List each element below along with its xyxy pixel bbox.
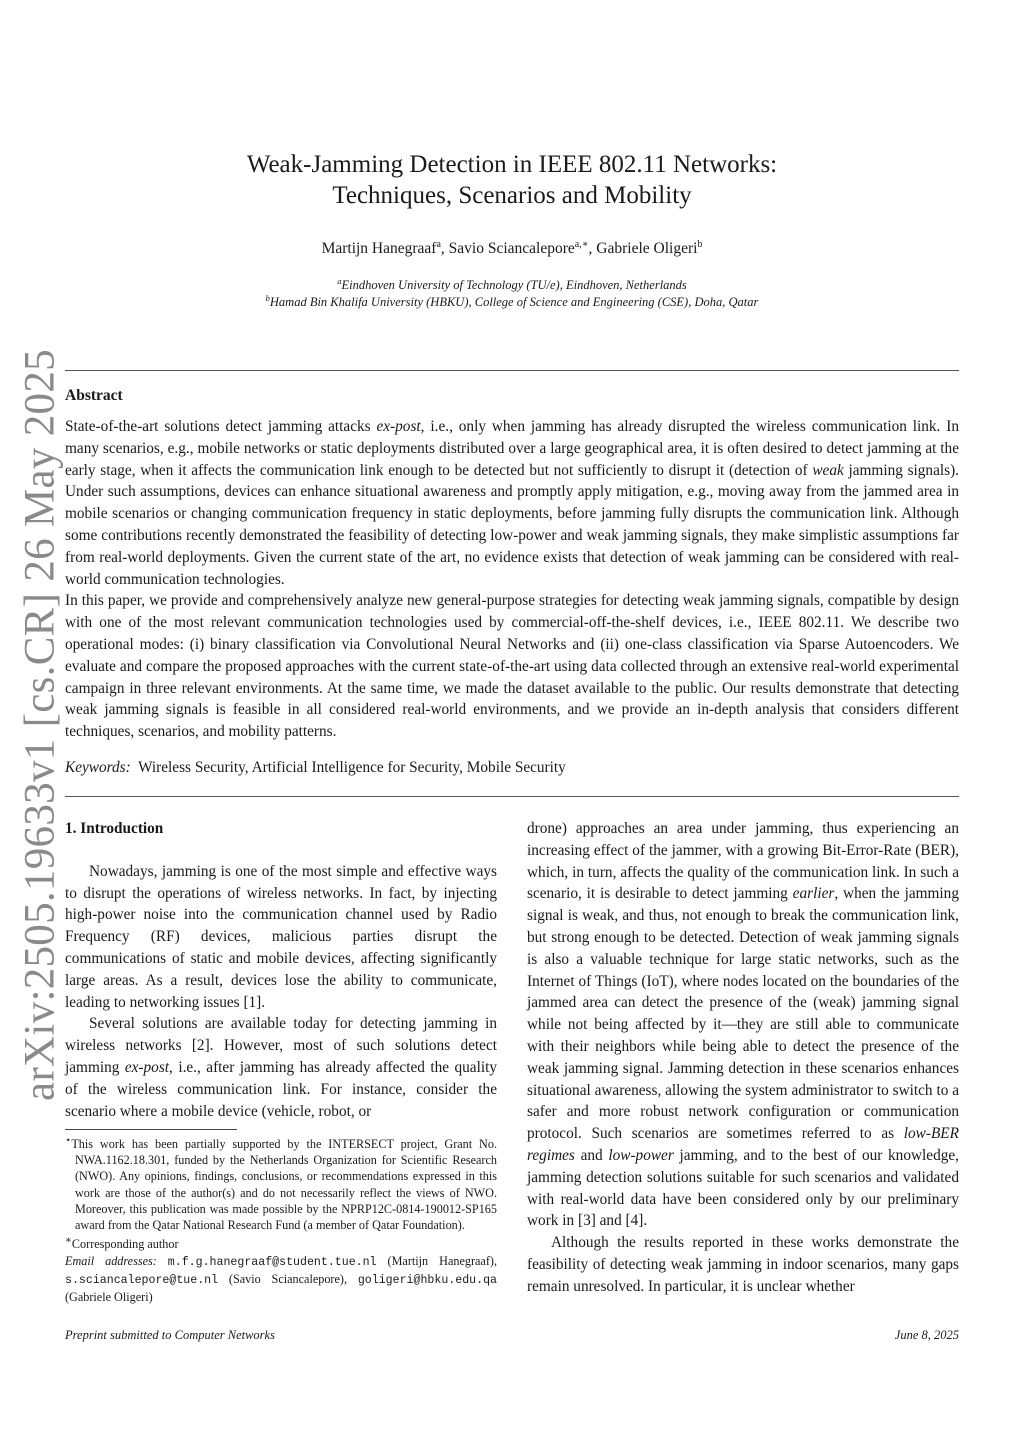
intro-paragraph-2: Several solutions are available today for detecting jamming in wireless networks [2]. However, most of such solutions detect jamming ex-post, i.e., after jamming has already affected the quality of the wireless communication link. For instance, consider the scenario where a mobile device (vehicle, robot, or [65,1015,497,1120]
author-mark: a,∗ [574,239,589,250]
author-name: Gabriele Oligeri [596,240,698,258]
keywords-text: Wireless Security, Artificial Intelligence for Security, Mobile Security [138,759,566,776]
affiliation-text: Eindhoven University of Technology (TU/e), Eindhoven, Netherlands [341,278,687,293]
abstract-body [65,416,959,743]
intro-paragraph-1: Nowadays, jamming is one of the most simple and effective ways to disrupt the operations of wireless networks. In fact, by injecting high-power noise into the communication channel used by Radio Frequency (RF) devices, malicious parties disrupt the communications of static and mobile devices, affecting significantly large areas. As a result, devices lose the ability to communicate, leading to networking issues [1]. [65,862,497,1011]
affiliation-a [0,276,1024,293]
author-mark: b [697,239,703,250]
footnote-rule [65,1129,237,1130]
funding-footnote: ⋆This work has been partially supported by the INTERSECT project, Grant No. NWA.1162.18.301, funded by the Netherlands Organization for Scientific Research (NWO). Any opinions, findings, conclusions, or recommendations expressed in this work are those of the author(s) and do not necessarily reflect the views of NWO. Moreover, this publication was made possible by the NPRP12C-0814-190012-SP165 award from the Qatar National Research Fund (a member of Qatar Foundation). [65,1135,497,1233]
abstract-paragraph-1: State-of-the-art solutions detect jamming attacks ex-post, i.e., only when jamming has already disrupted the wireless communication link. In many scenarios, e.g., mobile networks or static deployments distributed over a large geographical area, it is often desired to detect jamming at the early stage, when it affects the communication link enough to be detected but not sufficiently to disrupt it (detection of weak jamming signals). Under such assumptions, devices can enhance situational awareness and promptly apply mitigation, e.g., moving away from the jammed area in mobile scenarios or changing communication frequency in static deployments, before jamming fully disrupts the communication link. Although some contributions recently demonstrated the feasibility of detecting low-power and weak jamming signals, they make simplistic assumptions far from real-world deployments. Given the current state of the art, no evidence exists that detection of weak jamming can be considered with real-world communication technologies. [65,418,959,588]
intro-paragraph-4: Although the results reported in these works demonstrate the feasibility of detecting weak jamming in indoor scenarios, many gaps remain unresolved. In particular, it is unclear whether [527,1234,959,1295]
page-footer [65,1328,959,1343]
email-link[interactable]: goligeri@hbku.edu.qa [357,1273,497,1287]
affiliation-text: Hamad Bin Khalifa University (HBKU), College of Science and Engineering (CSE), Doha, Qatar [269,295,759,310]
intro-paragraph-3: drone) approaches an area under jamming, thus experiencing an increasing effect of the jammer, with a growing Bit-Error-Rate (BER), which, in turn, affects the quality of the communication link. In such a scenario, it is desirable to detect jamming earlier, when the jamming signal is weak, and thus, not enough to break the communication link, but strong enough to be detected. Detection of weak jamming signals is also a valuable technique for large static networks, such as the Internet of Things (IoT), where nodes located on the boundaries of the jammed area can detect the presence of the (weak) jamming signal while not being affected by it—they are still able to communicate with their neighbors while being able to detect the presence of the weak jamming signal. Jamming detection in these scenarios enhances situational awareness, allowing the system administrator to switch to a safer and more robust network configuration or communication protocol. Such scenarios are sometimes referred to as low-BER regimes and low-power jamming, and to the best of our knowledge, jamming detection solutions suitable for such scenarios and validated with real-world data have been considered only by our preliminary work in [3] and [4]. [527,820,959,1230]
footnotes [65,1133,497,1305]
email-link[interactable]: s.sciancalepore@tue.nl [65,1273,219,1287]
author-name: Martijn Hanegraaf [321,240,437,258]
column-right [527,818,959,1298]
footer-date: June 8, 2025 [894,1328,959,1342]
author-list: Martijn Hanegraaf$^a$, Savio Sciancalepore$^{a,∗}$, Gabriele Oligeri$^b$ [321,239,703,258]
author-name: Savio Sciancalepore [448,240,575,258]
affiliation-mark: a [337,276,342,286]
paper-title [0,149,1024,211]
arxiv-identifier-stamp: arXiv:2505.19633v1 [cs.CR] 26 May 2025 [16,349,64,1101]
divider-top [65,370,959,371]
abstract-paragraph-2: In this paper, we provide and comprehensively analyze new general-purpose strategies for detecting weak jamming signals, compatible by design with one of the most relevant communication technologies used by commercial-off-the-shelf devices, i.e., IEEE 802.11. We describe two operational modes: (i) binary classification via Convolutional Neural Networks and (ii) one-class classification via Sparse Autoencoders. We evaluate and compare the proposed approaches with the current state-of-the-art using data collected through an extensive real-world experimental campaign in three relevant environments. At the same time, we made the dataset available to the public. Our results demonstrate that detecting weak jamming signals is feasible in all considered real-world environments, and we provide an in-depth analysis that considers different techniques, scenarios, and mobility patterns. [65,592,959,741]
divider-bottom [65,796,959,797]
affiliation-b [0,293,1024,310]
corresponding-author-footnote: ∗Corresponding author [65,1235,179,1252]
keywords-label: Keywords: [65,759,131,776]
column-left [65,818,497,1122]
keywords [65,759,959,777]
abstract-heading: Abstract [65,387,123,404]
title-line-1: Weak-Jamming Detection in IEEE 802.11 Networks: [246,151,778,178]
email-link[interactable]: m.f.g.hanegraaf@student.tue.nl [167,1255,377,1269]
footer-journal: Preprint submitted to Computer Networks [65,1328,275,1342]
email-footnote: Email addresses: m.f.g.hanegraaf@student.tue.nl (Martijn Hanegraaf), s.sciancalepore@tue.nl (Savio Sciancalepore), goligeri@hbku.edu.qa (Gabriele Oligeri) [65,1253,497,1304]
section-heading: 1. Introduction [65,820,164,837]
author-mark: a [436,239,441,250]
affiliation-mark: b [265,293,270,303]
title-line-2: Techniques, Scenarios and Mobility [332,182,692,209]
